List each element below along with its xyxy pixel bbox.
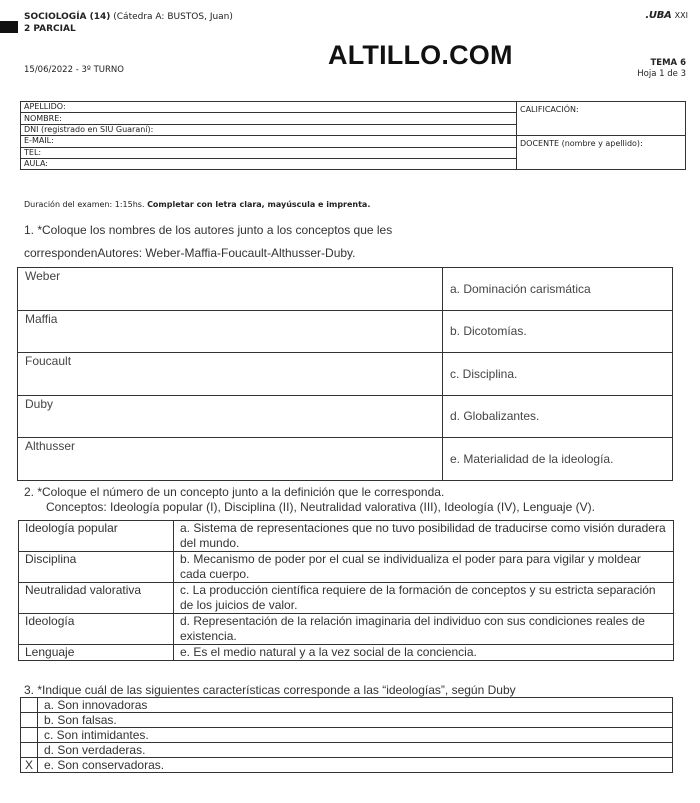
info-field-aula[interactable]: AULA: (21, 158, 517, 169)
duration-instruction: Completar con letra clara, mayúscula e imprenta. (147, 200, 371, 209)
info-field-nombre[interactable]: NOMBRE: (21, 113, 517, 124)
table-row (18, 268, 673, 311)
info-field-email[interactable]: E-MAIL: (21, 136, 517, 147)
definition-cell: c. La producción científica requiere de la formación de conceptos y su estricta separación de los juicios de valor. (174, 583, 674, 614)
uba-logo (645, 10, 688, 21)
question-1-line-1: 1. *Coloque los nombres de los autores junto a los conceptos que les (24, 223, 393, 237)
concept-answer-cell[interactable]: Ideología popular (19, 521, 174, 552)
uba-logo-text: .UBA (645, 10, 672, 21)
catedra-label: (Cátedra A: BUSTOS, Juan) (113, 12, 233, 22)
table-row (18, 395, 673, 438)
tema-label: TEMA 6 (650, 58, 686, 68)
info-field-tel[interactable]: TEL: (21, 147, 517, 158)
table-row (21, 743, 673, 758)
exam-duration (24, 200, 370, 209)
exam-title: 2 PARCIAL (24, 24, 76, 34)
answer-checkbox[interactable] (21, 728, 38, 743)
option-text: e. Son conservadoras. (38, 758, 673, 773)
question-3-line: 3. *Indique cuál de las siguientes características corresponde a las “ideologías”, según Duby (24, 683, 516, 697)
author-cell[interactable]: Foucault (18, 353, 443, 396)
concept-cell: c. Disciplina. (443, 353, 673, 396)
table-row (19, 521, 674, 552)
answer-checkbox[interactable] (21, 743, 38, 758)
concept-answer-cell[interactable]: Neutralidad valorativa (19, 583, 174, 614)
table-row (21, 728, 673, 743)
table-row (18, 310, 673, 353)
answer-checkbox[interactable] (21, 698, 38, 713)
option-text: a. Son innovadoras (38, 698, 673, 713)
page-count: Hoja 1 de 3 (637, 69, 686, 79)
definition-cell: e. Es el medio natural y a la vez social de la conciencia. (174, 645, 674, 661)
concept-answer-cell[interactable]: Lenguaje (19, 645, 174, 661)
option-text: d. Son verdaderas. (38, 743, 673, 758)
definition-cell: a. Sistema de representaciones que no tuvo posibilidad de traducirse como visión duradera del mundo. (174, 521, 674, 552)
question-2-line-1: 2. *Coloque el número de un concepto junto a la definición que le corresponda. (24, 485, 445, 499)
table-row (19, 614, 674, 645)
table-row (21, 713, 673, 728)
option-text: b. Son falsas. (38, 713, 673, 728)
info-field-apellido[interactable]: APELLIDO: (21, 102, 517, 113)
table-row (21, 698, 673, 713)
margin-marker (0, 21, 18, 33)
question-2-table (18, 520, 674, 661)
concept-cell: e. Materialidad de la ideología. (443, 438, 673, 481)
table-row (21, 758, 673, 773)
answer-checkbox[interactable]: X (21, 758, 38, 773)
info-field-dni[interactable]: DNI (registrado en SIU Guaraní): (21, 124, 517, 135)
concept-answer-cell[interactable]: Disciplina (19, 552, 174, 583)
duration-text: Duración del examen: 1:15hs. (24, 200, 145, 209)
course-title: SOCIOLOGÍA (14) (24, 12, 111, 22)
tema-block (637, 58, 686, 80)
question-1-line-2: correspondenAutores: Weber-Maffia-Foucault-Althusser-Duby. (24, 246, 356, 260)
definition-cell: b. Mecanismo de poder por el cual se individualiza el poder para para vigilar y moldear cada cuerpo. (174, 552, 674, 583)
author-cell[interactable]: Duby (18, 395, 443, 438)
table-row (19, 645, 674, 661)
question-2-concepts: Conceptos: Ideología popular (I), Disciplina (II), Neutralidad valorativa (III), Ideología (IV), Lenguaje (V). (46, 500, 595, 514)
table-row (19, 552, 674, 583)
course-header (24, 11, 233, 35)
uba-logo-suffix: XXI (674, 11, 688, 20)
concept-answer-cell[interactable]: Ideología (19, 614, 174, 645)
table-row (19, 583, 674, 614)
concept-cell: d. Globalizantes. (443, 395, 673, 438)
option-text: c. Son intimidantes. (38, 728, 673, 743)
concept-cell: a. Dominación carismática (443, 268, 673, 311)
calificacion-field[interactable]: CALIFICACIÓN: (517, 102, 686, 136)
student-info-table (20, 101, 686, 170)
question-1-table (17, 267, 673, 481)
definition-cell: d. Representación de la relación imaginaria del individuo con sus condiciones reales de existencia. (174, 614, 674, 645)
exam-date: 15/06/2022 - 3º TURNO (24, 65, 124, 75)
table-row (18, 438, 673, 481)
table-row (18, 353, 673, 396)
watermark: ALTILLO.COM (328, 40, 513, 70)
question-3-table (20, 697, 673, 773)
answer-checkbox[interactable] (21, 713, 38, 728)
docente-field[interactable]: DOCENTE (nombre y apellido): (517, 136, 686, 170)
author-cell[interactable]: Maffia (18, 310, 443, 353)
author-cell[interactable]: Althusser (18, 438, 443, 481)
author-cell[interactable]: Weber (18, 268, 443, 311)
concept-cell: b. Dicotomías. (443, 310, 673, 353)
